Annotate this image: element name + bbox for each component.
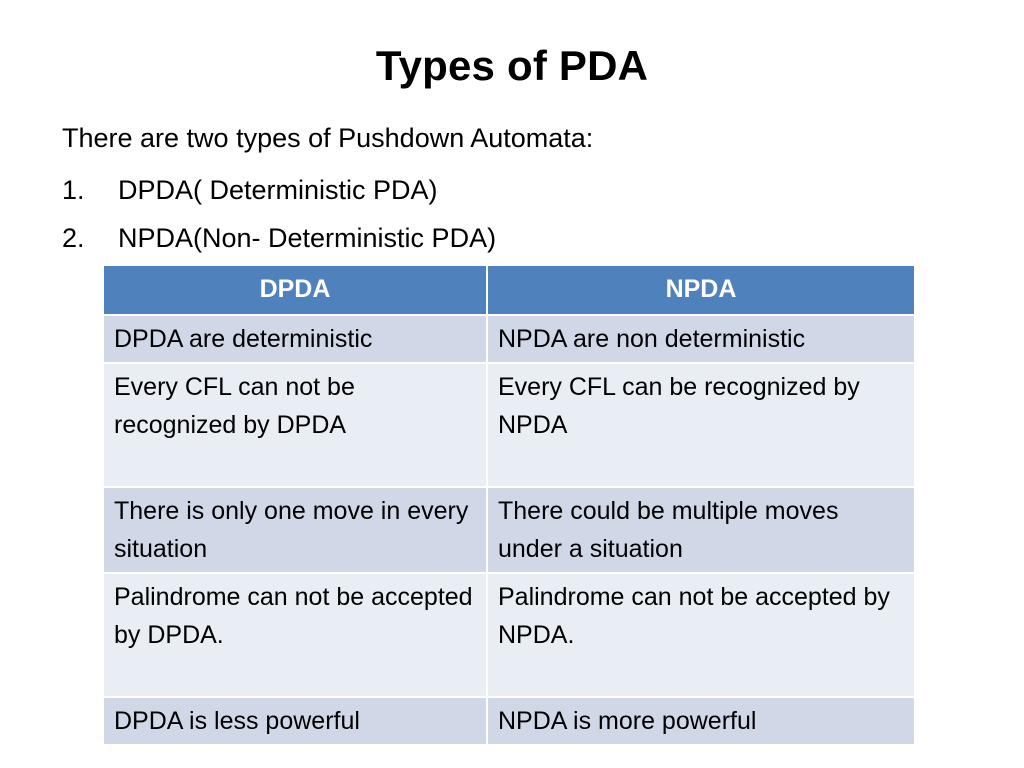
list-item-text: DPDA( Deterministic PDA)	[118, 175, 438, 205]
table-cell: NPDA is more powerful	[487, 697, 915, 745]
table-cell: Every CFL can not be recognized by DPDA	[103, 363, 487, 487]
table-cell: Every CFL can be recognized by NPDA	[487, 363, 915, 487]
types-list	[62, 166, 496, 262]
table-cell: There could be multiple moves under a situation	[487, 487, 915, 573]
table-cell: Palindrome can not be accepted by DPDA.	[103, 573, 487, 697]
table-cell: There is only one move in every situation	[103, 487, 487, 573]
table-row	[103, 363, 915, 487]
slide-title: Types of PDA	[375, 42, 649, 89]
list-item	[62, 166, 496, 214]
table-header-row	[103, 265, 915, 315]
table-cell: NPDA are non deterministic	[487, 315, 915, 363]
list-item-number: 1.	[62, 175, 85, 205]
list-item-text: NPDA(Non- Deterministic PDA)	[118, 223, 497, 253]
table-row	[103, 487, 915, 573]
intro-text: There are two types of Pushdown Automata:	[62, 123, 594, 153]
table-cell: Palindrome can not be accepted by NPDA.	[487, 573, 915, 697]
table-row	[103, 573, 915, 697]
table-row	[103, 697, 915, 745]
table-row	[103, 315, 915, 363]
table-cell: DPDA is less powerful	[103, 697, 487, 745]
list-item	[62, 214, 496, 262]
list-item-number: 2.	[62, 223, 85, 253]
table-header-npda: NPDA	[487, 265, 915, 315]
table-header-dpda: DPDA	[103, 265, 487, 315]
table-cell: DPDA are deterministic	[103, 315, 487, 363]
comparison-table	[102, 264, 916, 746]
